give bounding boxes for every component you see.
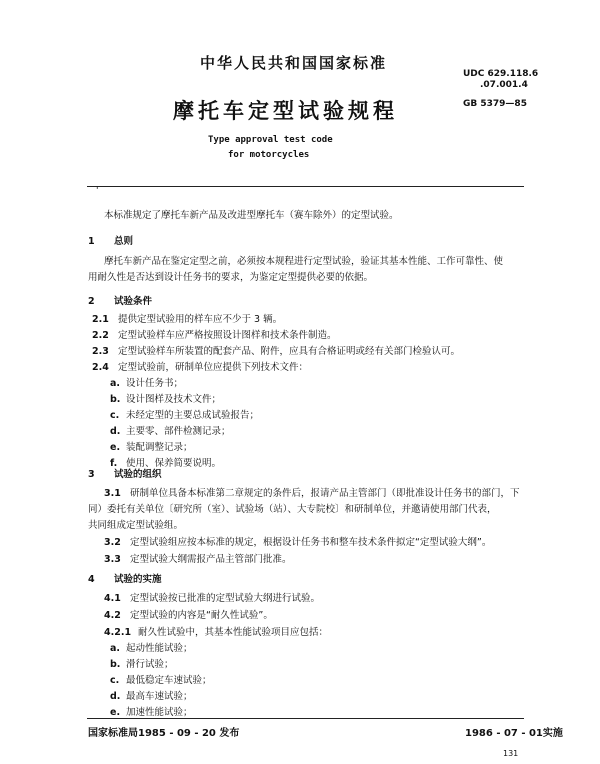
clause-3-1-line1: 3.1 研制单位具备本标准第二章规定的条件后，报请产品主管部门（即批准设计任务书的部门，下	[104, 488, 520, 499]
list-item-e: e. 加速性能试验；	[110, 707, 193, 718]
bottom-divider	[87, 718, 524, 719]
section-1-number: 1	[88, 236, 95, 247]
intro-paragraph: 本标准规定了摩托车新产品及改进型摩托车（赛车除外）的定型试验。	[104, 210, 399, 221]
list-item: f. 使用、保养简要说明。	[110, 458, 222, 469]
list-item: b. 滑行试验；	[110, 659, 174, 670]
section-2-number: 2	[88, 296, 95, 307]
section-1-paragraph-line1: 摩托车新产品在鉴定定型之前，必须按本规程进行定型试验，验证其基本性能、工作可靠性、使	[104, 256, 504, 267]
section-2-heading	[88, 293, 152, 307]
section-3-heading	[88, 466, 162, 480]
clause-4-2-1: 4.2.1 耐久性试验中，其基本性能试验项目应包括：	[104, 627, 329, 638]
list-item: e. 装配调整记录；	[110, 442, 193, 453]
list-item: d. 最高车速试验；	[110, 691, 193, 702]
gb-standard-number: GB 5379—85	[463, 99, 527, 109]
clause-3-2: 3.2 定型试验组应按本标准的规定，根据设计任务书和整车技术条件拟定“定型试验大纲”。	[104, 537, 492, 548]
section-3-number: 3	[88, 469, 95, 480]
section-2-title: 试验条件	[114, 296, 153, 307]
section-1-title: 总则	[114, 236, 134, 247]
section-4-heading	[88, 571, 162, 585]
clause-2-3: 2.3 定型试验样车所装置的配套产品、附件，应具有合格证明或经有关部门检验认可。	[92, 346, 461, 357]
issue-date: 国家标准局1985 - 09 - 20 发布	[88, 728, 240, 739]
clause-3-3: 3.3 定型试验大纲需报产品主管部门批准。	[104, 554, 292, 565]
section-1-heading	[88, 233, 133, 247]
page-number: 131	[503, 749, 519, 758]
section-4-number: 4	[88, 574, 95, 585]
clause-3-1-line2: 同）委托有关单位〔研究所（室）、试验场（站）、大专院校〕和研制单位，并邀请使用部门代表，	[88, 504, 497, 515]
section-4-title: 试验的实施	[114, 574, 162, 585]
list-item: a. 起动性能试验；	[110, 643, 193, 654]
effective-date: 1986 - 07 - 01实施	[465, 728, 563, 739]
section-3-title: 试验的组织	[114, 469, 162, 480]
top-divider	[87, 186, 524, 187]
section-1-paragraph-line2: 用耐久性是否达到设计任务书的要求，为鉴定定型提供必要的依据。	[88, 272, 374, 283]
english-title-line2: for motorcycles	[228, 150, 310, 160]
clause-2-2: 2.2 定型试验样车应严格按照设计图样和技术条件制造。	[92, 330, 337, 341]
standard-category-title: 中华人民共和国国家标准	[200, 54, 388, 72]
udc-code-line2: .07.001.4	[480, 80, 528, 90]
document-title: 摩托车定型试验规程	[173, 99, 398, 123]
list-item: d. 主要零、部件检测记录；	[110, 426, 231, 437]
list-item: c. 未经定型的主要总成试验报告；	[110, 410, 260, 421]
clause-2-4: 2.4 定型试验前，研制单位应提供下列技术文件：	[92, 362, 309, 373]
udc-code-line1: UDC 629.118.6	[463, 69, 539, 79]
divider-tick-mark: '	[96, 186, 99, 196]
clause-4-2: 4.2 定型试验的内容是“耐久性试验”。	[104, 610, 273, 621]
clause-2-1: 2.1 提供定型试验用的样车应不少于 3 辆。	[92, 314, 283, 325]
list-item: b. 设计图样及技术文件；	[110, 394, 222, 405]
english-title-line1: Type approval test code	[208, 135, 333, 145]
list-item: a. 设计任务书；	[110, 378, 184, 389]
clause-4-1: 4.1 定型试验按已批准的定型试验大纲进行试验。	[104, 593, 321, 604]
clause-3-1-line3: 共同组成定型试验组。	[88, 520, 184, 531]
list-item: c. 最低稳定车速试验；	[110, 675, 212, 686]
